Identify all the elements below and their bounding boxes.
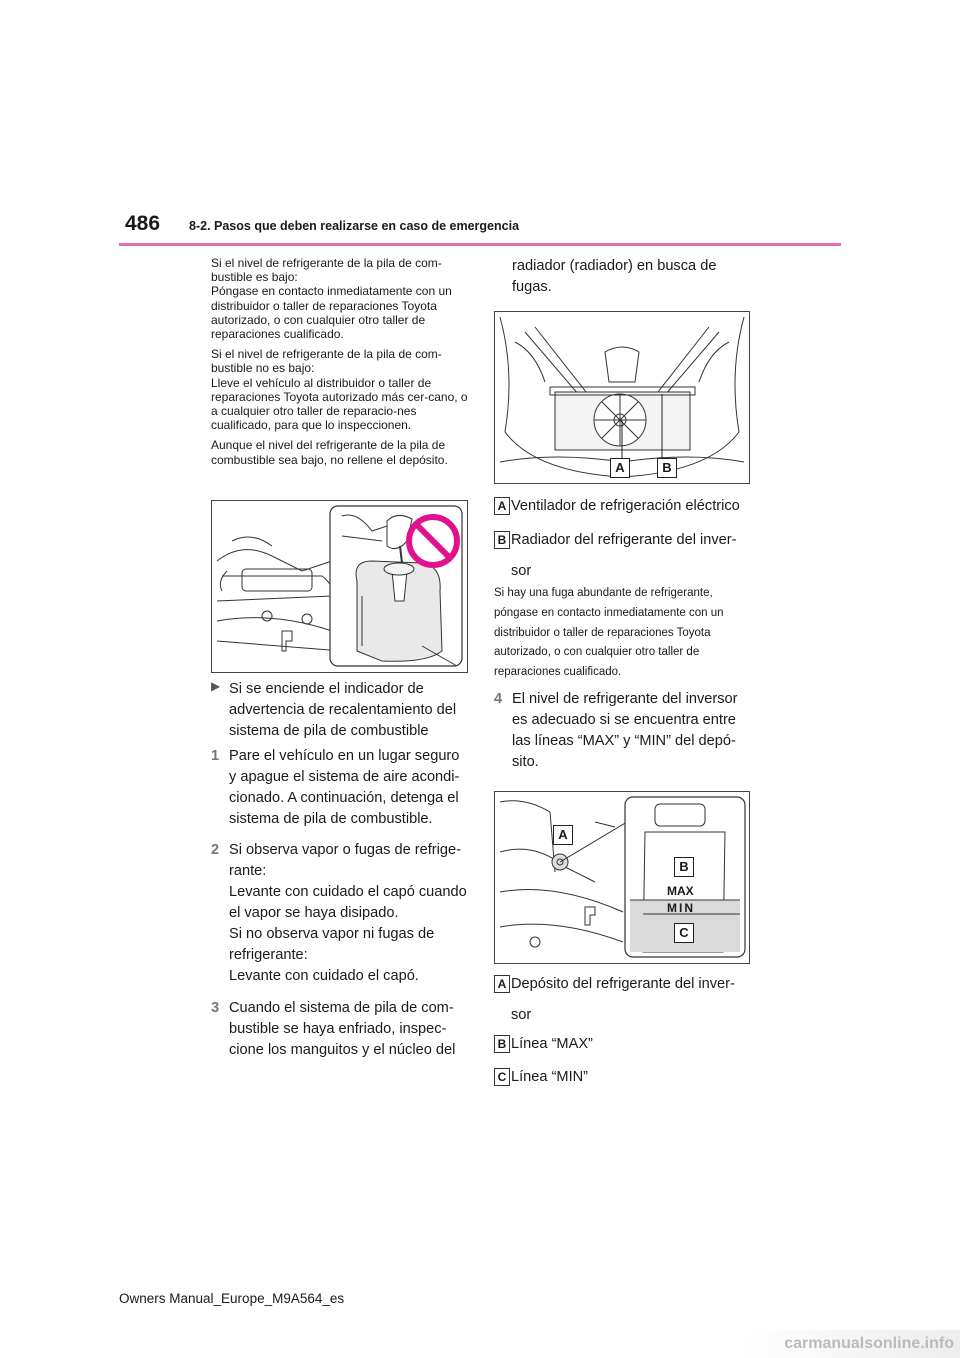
header-rule bbox=[119, 243, 841, 246]
callout-label: C bbox=[674, 923, 694, 943]
legend-text: Radiador del refrigerante del inver- bbox=[511, 532, 737, 548]
paragraph bbox=[211, 347, 469, 432]
step-text: Pare el vehículo en un lugar seguro y apague el sistema de aire acondi-cionado. A continuación, detenga el sistema de pila de combustible. bbox=[229, 748, 460, 827]
callout-label: A bbox=[610, 458, 630, 478]
legend-item bbox=[494, 530, 754, 582]
step-text: El nivel de refrigerante del inversor es adecuado si se encuentra entre las líneas “MAX” y “MIN” del depó-sito. bbox=[512, 691, 738, 770]
callout-label: B bbox=[657, 458, 677, 478]
step-number: 3 bbox=[211, 1000, 220, 1016]
min-line-label: MIN bbox=[667, 901, 695, 915]
legend-item bbox=[494, 1067, 754, 1088]
page-number: 486 bbox=[125, 212, 161, 235]
figure-radiator bbox=[494, 311, 750, 484]
text: Póngase en contacto inmediatamente con un distribuidor o taller de reparaciones Toyota autorizado, o con cualquier otro taller de reparaciones cualificado. bbox=[211, 284, 452, 342]
figure-reservoir bbox=[494, 791, 750, 964]
reservoir-illustration bbox=[495, 792, 749, 963]
step-number: 2 bbox=[211, 842, 220, 858]
warning-bullet bbox=[211, 679, 469, 742]
callout-label: B bbox=[674, 857, 694, 877]
step-2 bbox=[211, 840, 469, 987]
text: Levante con cuidado el capó cuando el vapor se haya disipado. bbox=[229, 884, 467, 921]
text: Si el nivel de refrigerante de la pila de com-bustible es bajo: bbox=[211, 256, 442, 285]
legend-badge: B bbox=[494, 1035, 510, 1053]
legend-badge: A bbox=[494, 975, 510, 993]
legend-text: sor bbox=[511, 1007, 532, 1023]
legend-text: Línea “MIN” bbox=[511, 1069, 589, 1085]
text: Levante con cuidado el capó. bbox=[229, 968, 419, 984]
footer-text: Owners Manual_Europe_M9A564_es bbox=[119, 1291, 345, 1306]
legend-text: Ventilador de refrigeración eléctrico bbox=[511, 498, 740, 514]
watermark bbox=[745, 1330, 960, 1358]
max-line-label: MAX bbox=[667, 884, 694, 898]
step-1 bbox=[211, 746, 469, 830]
step-number: 4 bbox=[494, 691, 503, 707]
text: Si no observa vapor ni fugas de refrigerante: bbox=[229, 926, 435, 963]
text: Lleve el vehículo al distribuidor o taller de reparaciones Toyota autorizado más cer-cano, o a cualquier otro taller de reparacio-nes cualificado, para que lo inspeccionen. bbox=[211, 375, 468, 433]
step-4 bbox=[494, 689, 752, 773]
legend-text: Línea “MAX” bbox=[511, 1036, 593, 1052]
legend-item bbox=[494, 496, 754, 517]
watermark-text: carmanualsonline.info bbox=[784, 1335, 954, 1352]
paragraph bbox=[211, 256, 469, 341]
bullet-text: Si se enciende el indicador de advertencia de recalentamiento del sistema de pila de combustible bbox=[229, 681, 457, 739]
legend-item bbox=[494, 974, 754, 1026]
legend-text: Depósito del refrigerante del inver- bbox=[511, 976, 735, 992]
legend-badge: C bbox=[494, 1068, 510, 1086]
step-number: 1 bbox=[211, 748, 220, 764]
legend-text: sor bbox=[511, 563, 532, 579]
left-column bbox=[211, 256, 469, 473]
text: Si el nivel de refrigerante de la pila de com-bustible no es bajo: bbox=[211, 347, 442, 376]
step-text bbox=[229, 840, 469, 987]
arrow-icon: ▶ bbox=[211, 679, 221, 693]
legend-item bbox=[494, 1034, 754, 1055]
engine-bay-illustration bbox=[212, 501, 467, 672]
legend-badge: B bbox=[494, 531, 510, 549]
legend-badge: A bbox=[494, 497, 510, 515]
step-text: Cuando el sistema de pila de com-bustible se haya enfriado, inspec-cione los manguitos y el núcleo del bbox=[229, 1000, 456, 1058]
step-3-continuation: radiador (radiador) en busca de fugas. bbox=[512, 258, 717, 295]
callout-label: A bbox=[553, 825, 573, 845]
step-3 bbox=[211, 998, 469, 1061]
note-paragraph: Si hay una fuga abundante de refrigerante, póngase en contacto inmediatamente con un distribuidor o taller de reparaciones Toyota autorizado, o con cualquier otro taller de reparaciones cualificado. bbox=[494, 587, 724, 679]
figure-no-refill bbox=[211, 500, 468, 673]
text: Si observa vapor o fugas de refrige-rante: bbox=[229, 842, 462, 879]
section-title: 8-2. Pasos que deben realizarse en caso de emergencia bbox=[189, 219, 520, 233]
paragraph: Aunque el nivel del refrigerante de la pila de combustible sea bajo, no rellene el depósito. bbox=[211, 438, 448, 467]
